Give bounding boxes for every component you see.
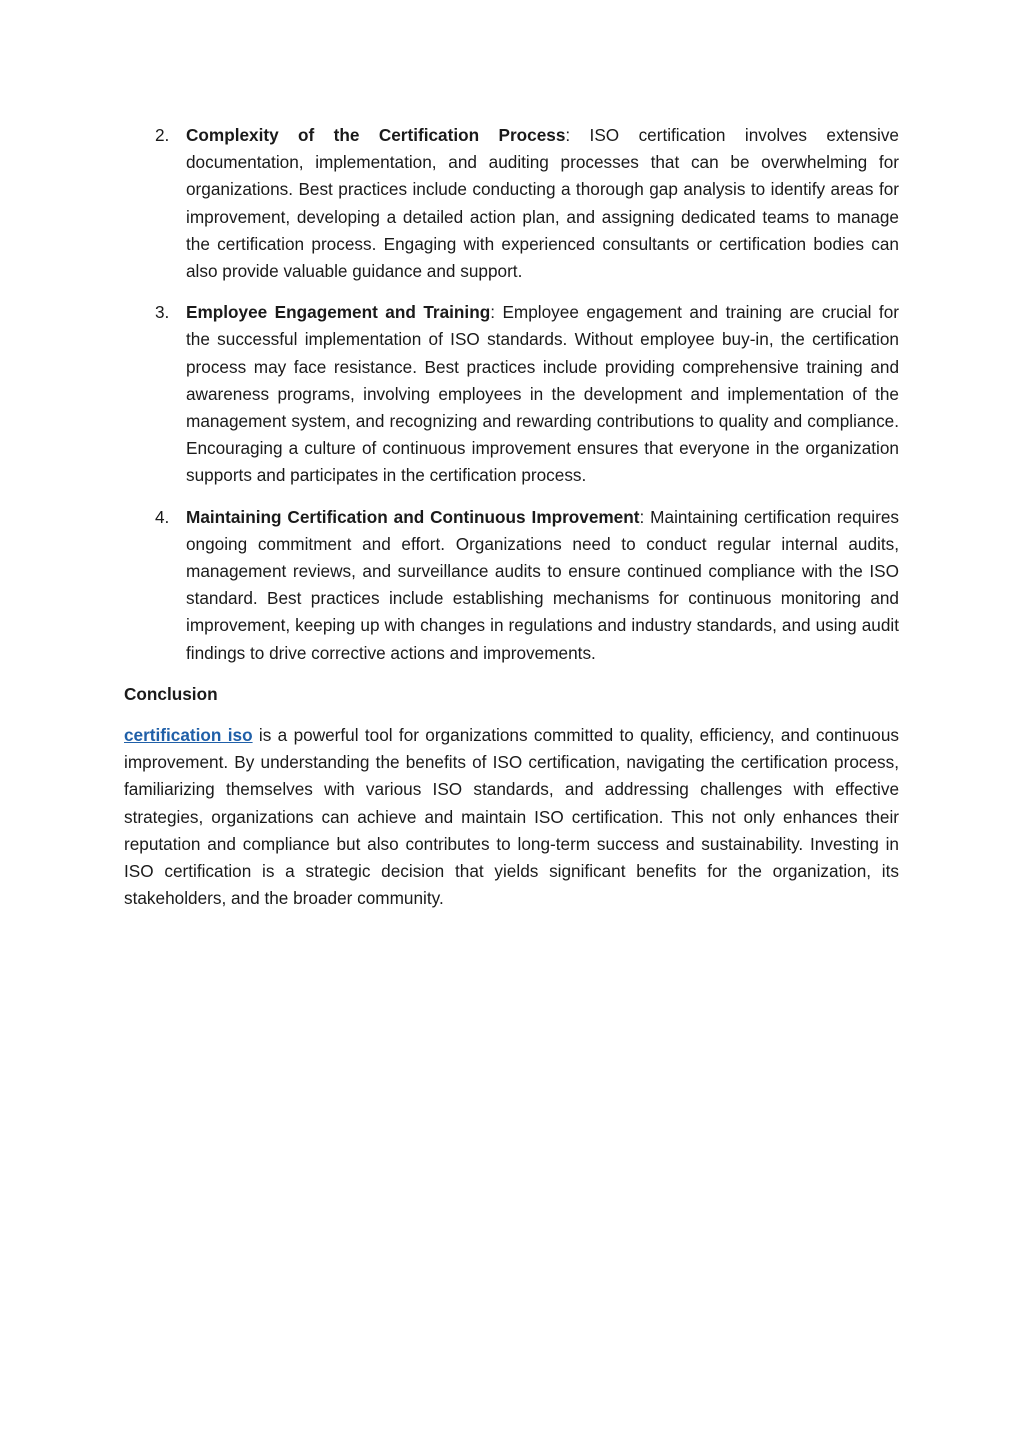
conclusion-body-text: is a powerful tool for organizations committed to quality, efficiency, and continuous improvement. By understanding the benefits of ISO certification, navigating the certification process, familiarizing themselves with various ISO standards, and addressing challenges with effective strategies, organizations can achieve and maintain ISO certification. This not only enhances their reputation and compliance but also contributes to long-term success and sustainability. Investing in ISO certification is a strategic decision that yields significant benefits for the organization, its stakeholders, and the broader community. [124,725,899,909]
conclusion-heading: Conclusion [124,683,218,704]
list-item-text: : ISO certification involves extensive documentation, implementation, and auditing processes that can be overwhelming for organizations. Best practices include conducting a thorough gap analysis to identify areas for improvement, developing a detailed action plan, and assigning dedicated teams to manage the certification process. Engaging with experienced consultants or certification bodies can also provide valuable guidance and support. [186,125,899,282]
list-item [124,299,899,489]
list-item-text: : Maintaining certification requires ongoing commitment and effort. Organizations need to conduct regular internal audits, management reviews, and surveillance audits to ensure continued compliance with the ISO standard. Best practices include establishing mechanisms for continuous monitoring and improvement, keeping up with changes in regulations and industry standards, and using audit findings to drive corrective actions and improvements. [186,506,899,663]
list-item [124,504,899,667]
list-item-title: Maintaining Certification and Continuous Improvement [186,506,640,527]
list-item-number: 2. [155,125,170,145]
list-item-number: 4. [155,506,170,527]
document-content [124,122,899,912]
list-item-text: : Employee engagement and training are crucial for the successful implementation of ISO standards. Without employee buy-in, the certification process may face resistance. Best practices include providing comprehensive training and awareness programs, involving employees in the development and implementation of the management system, and recognizing and rewarding contributions to quality and compliance. Encouraging a culture of continuous improvement ensures that everyone in the organization supports and participates in the certification process. [186,302,899,486]
numbered-list [124,122,899,667]
list-item [124,122,899,285]
certification-iso-link[interactable]: certification iso [124,725,253,746]
list-item-title: Employee Engagement and Training [186,302,491,323]
list-item-number: 3. [155,302,170,323]
conclusion-paragraph [124,722,899,912]
list-item-title: Complexity of the Certification Process [186,125,566,145]
